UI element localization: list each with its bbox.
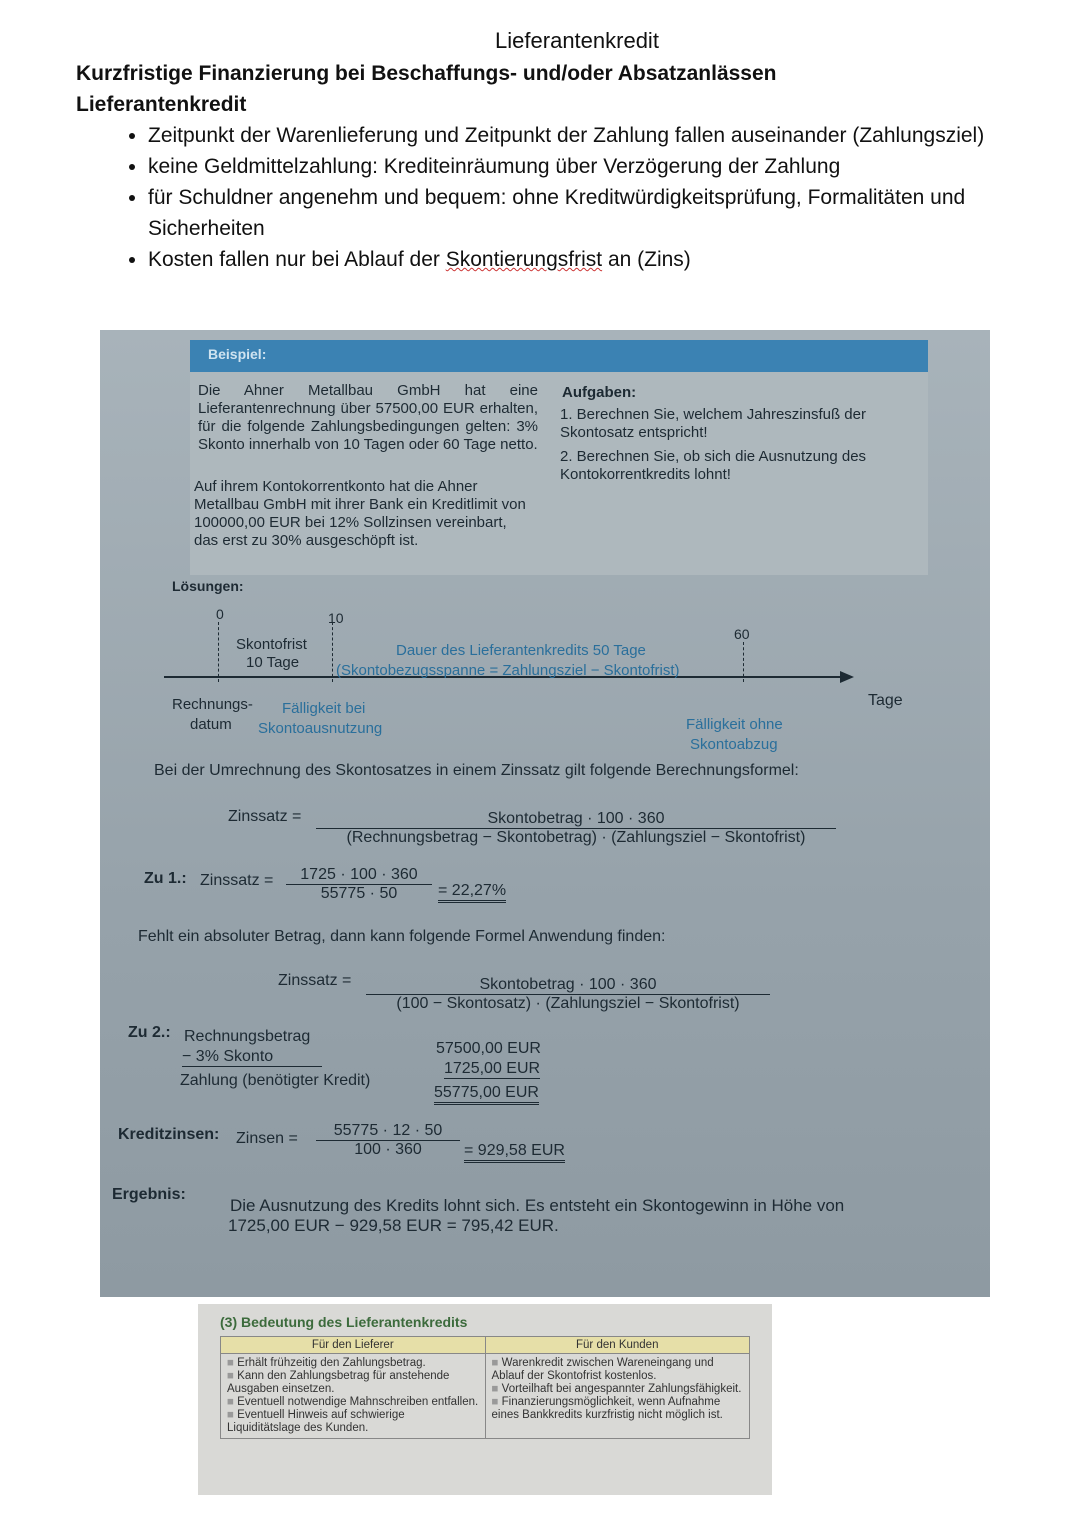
calc-label: Rechnungsbetrag [184, 1028, 311, 1045]
section-heading: Kurzfristige Finanzierung bei Beschaffungs- und/oder Absatzanlässen [76, 62, 777, 85]
result-text: Die Ausnutzung des Kredits lohnt sich. Es entsteht ein Skontogewinn in Höhe von [230, 1196, 845, 1215]
tick [332, 622, 333, 682]
list-item: ■ Warenkredit zwischen Wareneingang und Ablauf der Skontofrist kostenlos. [492, 1357, 744, 1383]
text: an (Zins) [602, 248, 691, 271]
tick-label: 60 [734, 626, 750, 642]
formula-lhs: Zinssatz = [200, 872, 274, 889]
textbook-photo [100, 330, 990, 1297]
numerator: Skontobetrag · 100 · 360 [366, 976, 770, 995]
formula-intro: Bei der Umrechnung des Skontosatzes in einem Zinssatz gilt folgende Berechnungsformel: [154, 762, 799, 779]
denominator: 55775 · 50 [320, 885, 398, 902]
example-box [190, 340, 928, 575]
table-cell [221, 1354, 486, 1439]
calc-value: 55775,00 EUR [434, 1084, 539, 1105]
result-text: 1725,00 EUR − 929,58 EUR = 795,42 EUR. [228, 1216, 559, 1235]
list-item: ■ Eventuell Hinweis auf schwierige Liquiditätslage des Kunden. [227, 1409, 479, 1435]
formula [316, 1122, 460, 1159]
denominator: (Rechnungsbetrag − Skontobetrag) · (Zahlungsziel − Skontofrist) [346, 829, 806, 846]
column-header: Für den Kunden [485, 1337, 750, 1354]
arrow-icon [840, 671, 854, 683]
tick-label: 10 [328, 610, 344, 626]
tick [743, 642, 744, 682]
task: 2. Berechnen Sie, ob sich die Ausnutzung des Kontokorrentkredits lohnt! [560, 448, 867, 483]
axis-label: Tage [868, 692, 903, 709]
timeline-label: Skontoabzug [690, 736, 778, 753]
denominator: (100 − Skontosatz) · (Zahlungsziel − Skontofrist) [396, 995, 740, 1012]
result: = 22,27% [438, 882, 506, 903]
column-header: Für den Lieferer [221, 1337, 486, 1354]
calc-value: 1725,00 EUR [444, 1060, 541, 1077]
label: Zu 1.: [144, 870, 187, 887]
example-text: Die Ahner Metallbau GmbH hat eine Lieferantenrechnung über 57500,00 EUR erhalten, für die folgende Zahlungsbedingungen gelten: 3% Skonto innerhalb von 10 Tagen oder 60 Tage netto. [198, 382, 538, 453]
text: Kosten fallen nur bei Ablauf der [148, 248, 446, 271]
table-cell [485, 1354, 750, 1439]
formula-lhs: Zinssatz = [228, 808, 302, 825]
timeline-label: Skontofrist [236, 636, 307, 653]
table-title: (3) Bedeutung des Lieferantenkredits [220, 1314, 468, 1330]
example-label: Beispiel: [190, 340, 928, 372]
denominator: 100 · 360 [354, 1141, 422, 1158]
formula [316, 810, 836, 847]
tick-label: 0 [216, 606, 224, 622]
timeline-label: datum [190, 716, 232, 733]
label: Ergebnis: [112, 1186, 186, 1203]
formula-lhs: Zinsen = [236, 1130, 298, 1147]
formula-lhs: Zinssatz = [278, 972, 352, 989]
tick [218, 622, 219, 682]
formula-intro: Fehlt ein absoluter Betrag, dann kann folgende Formel Anwendung finden: [138, 928, 666, 945]
example-text: Auf ihrem Kontokorrentkonto hat die Ahner Metallbau GmbH mit ihrer Bank ein Kreditlimit von 100000,00 EUR bei 12% Sollzinsen vereinbart, das erst zu 30% ausgeschöpft ist. [194, 478, 526, 549]
list-item: ■ Erhält frühzeitig den Zahlungsbetrag. [227, 1357, 479, 1370]
list-item: ■ Eventuell notwendige Mahnschreiben entfallen. [227, 1396, 479, 1409]
calc-value: 57500,00 EUR [436, 1040, 541, 1057]
numerator: 1725 · 100 · 360 [286, 866, 432, 885]
solutions-label: Lösungen: [172, 578, 244, 594]
formula [366, 976, 770, 1013]
label: Zu 2.: [128, 1024, 171, 1041]
timeline-label: Fälligkeit bei [282, 700, 366, 717]
meaning-table [220, 1336, 750, 1439]
result: = 929,58 EUR [464, 1142, 565, 1163]
formula [286, 866, 432, 903]
list-item: ■ Kann den Zahlungsbetrag für anstehende Ausgaben einsetzen. [227, 1370, 479, 1396]
numerator: 55775 · 12 · 50 [316, 1122, 460, 1141]
bullet-item: • keine Geldmittelzahlung: Krediteinräumung über Verzögerung der Zahlung [148, 151, 1048, 182]
timeline-label: Skontoausnutzung [258, 720, 383, 737]
bullet-item: • Zeitpunkt der Warenlieferung und Zeitpunkt der Zahlung fallen auseinander (Zahlungsziel) [148, 120, 1048, 151]
timeline-label: Fälligkeit ohne [686, 716, 783, 733]
list-item: ■ Vorteilhaft bei angespannter Zahlungsfähigkeit. [492, 1383, 744, 1396]
timeline-label: (Skontobezugsspanne = Zahlungsziel − Skontofrist) [336, 662, 680, 679]
calc-label: − 3% Skonto [182, 1048, 322, 1067]
bullet-item [148, 244, 1048, 275]
calc-label: Zahlung (benötigter Kredit) [180, 1072, 371, 1089]
tasks-label: Aufgaben: [562, 384, 637, 401]
bullet-item: • für Schuldner angenehm und bequem: ohne Kreditwürdigkeitsprüfung, Formalitäten und Sicherheiten [148, 182, 1048, 244]
timeline-label: Dauer des Lieferantenkredits 50 Tage [396, 642, 646, 659]
bullet-list [112, 120, 1048, 275]
timeline-label: 10 Tage [246, 654, 300, 671]
numerator: Skontobetrag · 100 · 360 [316, 810, 836, 829]
task: 1. Berechnen Sie, welchem Jahreszinsfuß der Skontosatz entspricht! [560, 406, 866, 441]
timeline-label: Rechnungs- [172, 696, 253, 713]
list-item: ■ Finanzierungsmöglichkeit, wenn Aufnahme eines Bankkredits kurzfristig nicht möglich ist. [492, 1396, 744, 1422]
page-title: Lieferantenkredit [495, 28, 659, 53]
spellcheck-word: Skontierungsfrist [445, 248, 603, 271]
sub-heading: Lieferantenkredit [76, 93, 247, 116]
label: Kreditzinsen: [118, 1126, 220, 1143]
table-photo [198, 1304, 772, 1495]
